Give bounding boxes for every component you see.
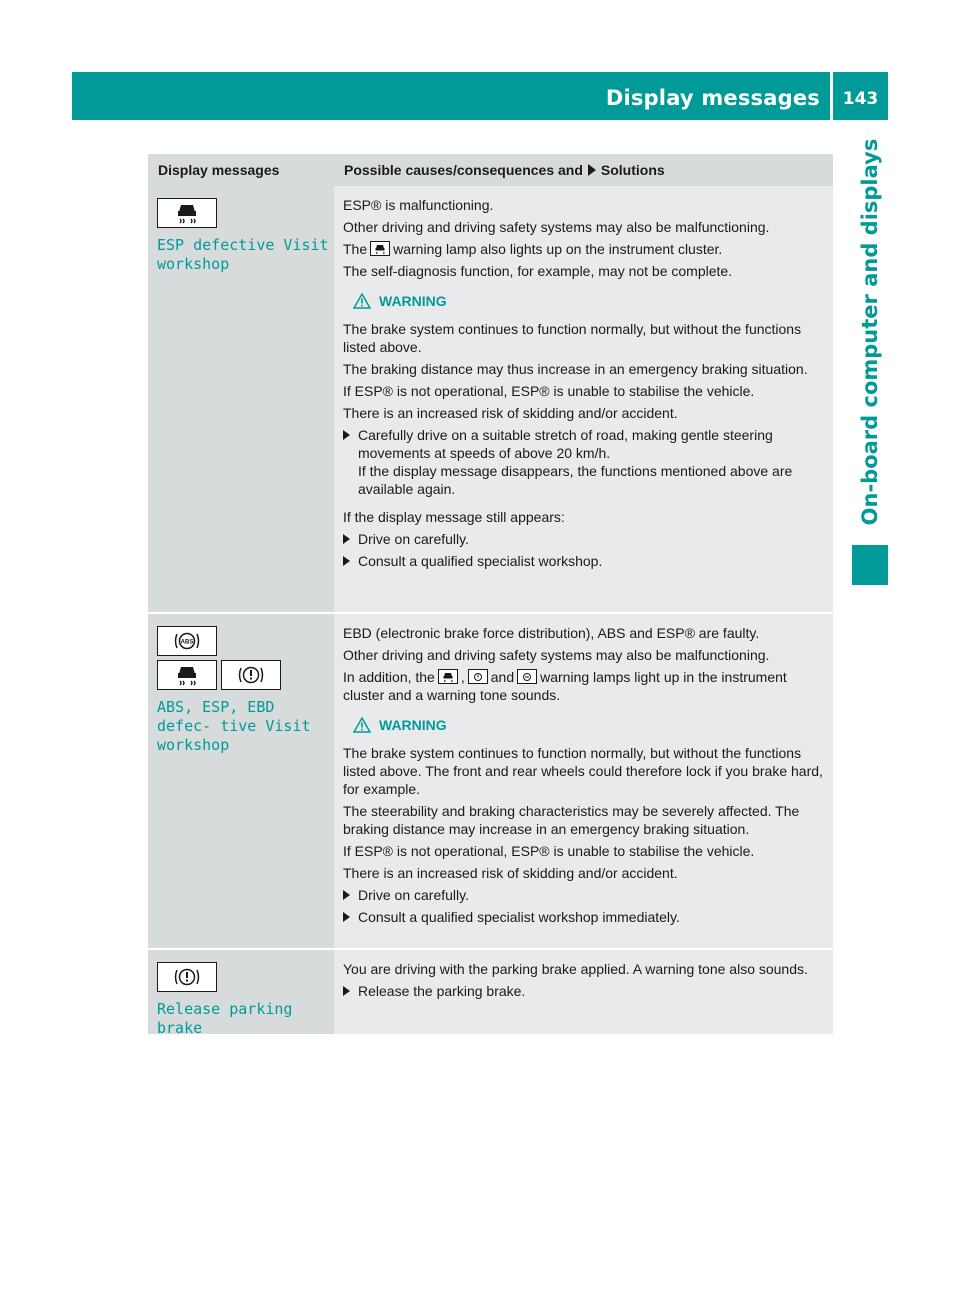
display-message-cell [148,614,334,948]
table-header [148,154,833,186]
paragraph: The self-diagnosis function, for example, may not be complete. [343,263,733,279]
display-message-text: ABS, ESP, EBD defec‐ tive Visit workshop [157,698,311,754]
instruction-step [343,426,827,498]
instruction-step [343,530,827,548]
text: and [490,669,515,685]
step-text: Consult a qualified specialist workshop. [358,553,603,569]
step-text: Drive on carefully. [358,887,470,903]
col-header-solutions-text: Solutions [600,162,665,178]
step-arrow-icon [343,890,350,900]
causes-cell [334,614,833,948]
text: , [460,669,465,685]
warning-label: WARNING [379,717,447,733]
paragraph: There is an increased risk of skidding and/or accident. [343,865,678,881]
step-arrow-icon [343,430,350,440]
warning-heading [353,716,827,734]
paragraph: If the display message still appears: [343,509,565,525]
warning-triangle-icon [353,293,371,309]
page-number: 143 [842,89,879,109]
icon-group [157,626,334,660]
paragraph [343,668,827,704]
step-arrow-icon [343,986,350,996]
side-tab [852,122,888,542]
display-message-cell [148,950,334,1037]
display-messages-table [148,154,833,1036]
paragraph: The braking distance may thus increase in an emergency braking situation. [343,361,808,377]
side-tab-label: On-board computer and displays [858,138,882,526]
esp-skid-icon [370,241,390,256]
text: warning lamp also lights up on the instrument cluster. [393,241,723,257]
abs-icon [517,669,537,684]
paragraph [343,240,827,258]
display-message-cell [148,186,334,612]
causes-cell [334,186,833,612]
warning-heading [353,292,827,310]
col-header-causes-text: Possible causes/consequences and [344,162,583,178]
header-bar [72,72,888,120]
instruction-step [343,886,827,904]
svg-text:ABS: ABS [180,639,194,646]
header-title: Display messages [605,86,820,110]
paragraph: Other driving and driving safety systems may also be malfunctioning. [343,219,770,235]
col-header-display-messages: Display messages [158,162,280,178]
paragraph: The brake system continues to function normally, but without the functions listed above. [343,321,802,355]
esp-skid-icon [157,198,217,228]
text: In addition, the [343,669,435,685]
paragraph: The brake system continues to function normally, but without the functions listed above. The front and rear wheels could therefore lock if you brake hard, for example. [343,745,823,797]
esp-skid-icon [157,660,217,690]
brake-warning-icon [221,660,281,690]
paragraph: The steerability and braking characteristics may be severely affected. The braking distance may increase in an emergency braking situation. [343,803,800,837]
step-arrow-icon [343,912,350,922]
causes-cell [334,950,833,1034]
display-message-text: Release parking brake [157,1000,293,1037]
text: The [343,241,368,257]
icon-group [157,660,334,694]
text: warning lamps light up in the instrument cluster and a warning tone sounds. [343,669,787,703]
paragraph: EBD (electronic brake force distribution), ABS and ESP® are faulty. [343,625,760,641]
step-text: Drive on carefully. [358,531,470,547]
warning-label: WARNING [379,293,447,309]
esp-skid-icon [438,669,458,684]
col-header-causes [334,162,665,178]
table-row [148,950,833,1036]
paragraph: There is an increased risk of skidding and/or accident. [343,405,678,421]
step-note: If the display message disappears, the functions mentioned above are available again. [358,463,793,497]
brake-warning-icon [157,962,217,992]
step-text: Carefully drive on a suitable stretch of road, making gentle steering movements at speeds of above 20 km/h. [358,427,773,461]
paragraph: If ESP® is not operational, ESP® is unable to stabilise the vehicle. [343,383,755,399]
table-row [148,186,833,614]
display-message-text: ESP defective Visit workshop [157,236,329,273]
abs-icon [157,626,217,656]
brake-warning-icon [468,669,488,684]
step-text: Consult a qualified specialist workshop immediately. [358,909,680,925]
paragraph: If ESP® is not operational, ESP® is unable to stabilise the vehicle. [343,843,755,859]
instruction-step [343,552,827,570]
paragraph: ESP® is malfunctioning. [343,197,494,213]
side-tab-marker [852,545,888,585]
paragraph: Other driving and driving safety systems may also be malfunctioning. [343,647,770,663]
step-text: Release the parking brake. [358,983,526,999]
instruction-step [343,908,827,926]
instruction-step [343,982,827,1000]
arrow-icon [588,164,596,176]
paragraph: You are driving with the parking brake applied. A warning tone also sounds. [343,961,808,977]
table-row [148,614,833,950]
step-arrow-icon [343,556,350,566]
step-arrow-icon [343,534,350,544]
warning-triangle-icon [353,717,371,733]
